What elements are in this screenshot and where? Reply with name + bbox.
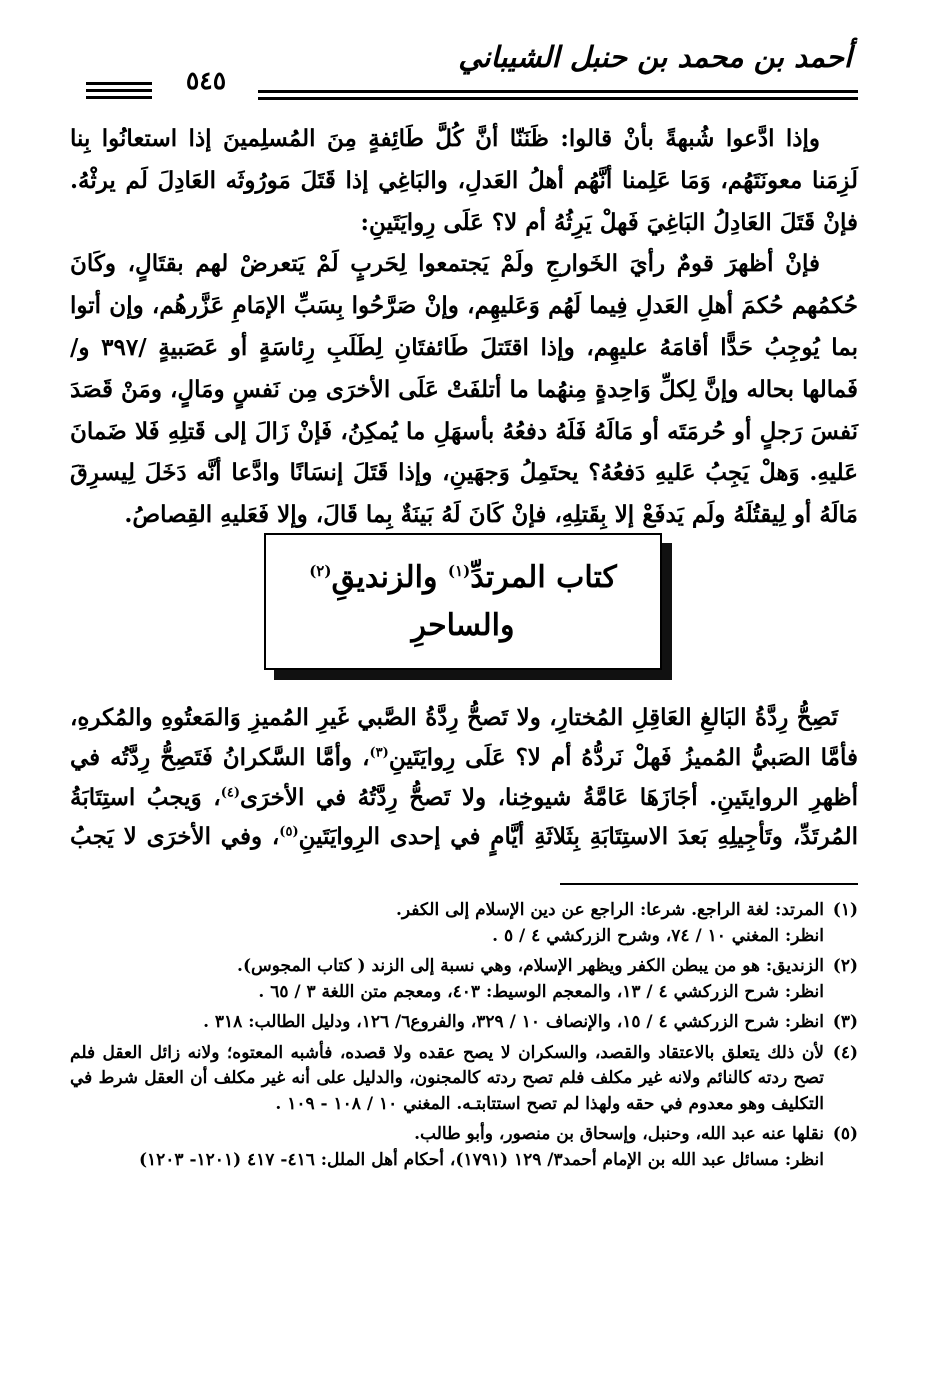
footnote-number: (٥) bbox=[832, 1124, 858, 1144]
header-rule-right-bottom bbox=[258, 97, 858, 100]
footnote-number: (٢) bbox=[832, 956, 858, 976]
footnote-body bbox=[70, 954, 824, 1005]
footnote-ref: (٤) bbox=[220, 784, 240, 800]
chapter-title-line-2: والساحرِ bbox=[411, 607, 515, 643]
main-text bbox=[70, 118, 858, 536]
chapter-title-part: والزنديقِ bbox=[331, 559, 438, 595]
footnote-line: انظر: شرح الزركشي ٤ / ١٥، والإنصاف ١٠ / ٣٢٩، والفروع٦/ ١٢٦، ودليل الطالب: ٣١٨ . bbox=[203, 1012, 824, 1032]
footnote-number: (٣) bbox=[832, 1012, 858, 1032]
footnote-item bbox=[70, 898, 858, 949]
text-run: ، وَيجبُ استِتَابَةُ المُرتَدِّ، وتَأجِيلِهِ بَعدَ الاستِتَابَةِ بِثَلاثَةِ أيَّامٍ في إحدى الرِوايَتَينِ bbox=[70, 783, 858, 851]
footnote-ref: (٣) bbox=[369, 745, 389, 761]
header-rule-left-2 bbox=[86, 89, 152, 92]
footnote-ref: (٢) bbox=[309, 561, 332, 580]
footnote-line: الزنديق: هو من يبطن الكفر ويظهر الإسلام، وهي نسبة إلى الزند ( كتاب المجوس). bbox=[237, 956, 824, 976]
paragraph bbox=[70, 698, 858, 857]
chapter-title-part: كتاب المرتدِّ bbox=[470, 559, 617, 595]
footnote-line: نقلها عنه عبد الله، وحنبل، وإسحاق بن منصور، وأبو طالب. bbox=[414, 1124, 824, 1144]
footnote-line: انظر: شرح الزركشي ٤ / ١٣، والمعجم الوسيط: ٤٠٣، ومعجم متن اللغة ٣ / ٦٥ . bbox=[258, 981, 824, 1002]
footnote-body bbox=[70, 898, 824, 949]
footnotes bbox=[70, 898, 858, 1178]
page-number: ٥٤٥ bbox=[185, 66, 227, 95]
text-run: ، وأمَّا السَّكرانُ فَتَصِحُّ رِدَّتُه في أظهرِ الروايتَينِ. أجَازَهَا عَامَّةُ شيوخِنا، ولا تَصحُّ رِدَّتُهُ في الأخرَى bbox=[70, 743, 858, 811]
text-run: تَصِحُّ رِدَّةُ البَالغِ العَاقِلِ المُختارِ، ولا تَصحُّ رِدَّةُ الصَّبي غَيرِ المُميزِ وَالمَعتُوهِ والمُكرهِ، فأمَّا الصَبيُّ المُميزُ فَهلْ نَردُّهُ أم لا؟ عَلَى رِوايَتَينِ bbox=[70, 704, 858, 771]
footnote-line: المرتد: لغة الراجع. شرعا: الراجع عن دين الإسلام إلى الكفر. bbox=[396, 900, 824, 920]
footnote-body bbox=[70, 1010, 824, 1036]
text-run: ، وفي الأخرَى لا يَجبُ bbox=[70, 823, 280, 851]
chapter-title-line-1 bbox=[309, 554, 617, 602]
footnote-separator bbox=[560, 883, 858, 885]
footnote-ref: (١) bbox=[447, 561, 471, 580]
footnote-item bbox=[70, 1122, 858, 1173]
footnote-item bbox=[70, 954, 858, 1005]
footnote-body bbox=[70, 1122, 824, 1173]
footnote-line: انظر: المغني ١٠ / ٧٤، وشرح الزركشي ٤ / ٥ . bbox=[492, 925, 824, 946]
footnote-number: (١) bbox=[832, 900, 858, 920]
header-rule-left-3 bbox=[86, 96, 152, 99]
header-rule-left-1 bbox=[86, 82, 152, 85]
footnote-line: لأن ذلك يتعلق بالاعتقاد والقصد، والسكران لا يصح عقده ولا قصده، فأشبه المعتوه؛ ولانه زائل العقل فلم تصح ردته كالنائم ولانه غير مكلف فلم تصح ردته كالمجنون، والدليل على أنه غير مكلف أن العقل شرط في التكليف وهو معدوم في حقه ولهذا لم تصح استتابتـه. المغني ١٠ / ١٠٨ - ١٠٩ . bbox=[70, 1042, 824, 1114]
footnote-ref: (٥) bbox=[279, 824, 299, 840]
chapter-text bbox=[70, 698, 858, 857]
paragraph: وإذا ادَّعوا شُبهةً بأنْ قالوا: ظَنَنّا أنَّ كُلَّ طَائِفةٍ مِنَ المُسلِمينَ إذا استعانُوا بِنا لَزِمَنا معونَتَهُم، وَمَا عَلِمنا أنَّهُم أهلُ العَدلِ، والبَاغِي إذا قَتَلَ مَورُوثَه العَادِلَ لَم يرثْهُ. فإنْ قَتَلَ العَادِلُ البَاغِيَ فَهلْ يَرِثُهُ أم لا؟ عَلَى رِوايَتَينِ: bbox=[70, 125, 858, 236]
running-header-title: أحمد بن محمد بن حنبل الشيباني bbox=[458, 40, 852, 74]
chapter-title-box bbox=[264, 533, 662, 670]
paragraph: فإنْ أظهرَ قومٌ رأيَ الخَوارجِ ولَمْ يَجتمعوا لِحَربٍ لَمْ يَتعرضْ لهم بقتَالٍ، وكَانَ حُكمُهم حُكمَ أهلِ العَدلِ فِيما لَهُم وَعَليهِم، وإنْ صَرَّحُوا بِسَبِّ الإمَامِ عَزَّرهُم، وإن أتوا بما يُوجِبُ حَدًّا أقامَهُ عليهِم، وإذا اقتَتلَ طَائفتَانِ لِطَلَبِ رِئاسَةٍ أو عَصَبيةٍ /٣٩٧ و/ فَمالها بحاله وإنَّ لِكلِّ وَاحِدةٍ مِنهُما ما أتلفَتْ عَلَى الأخرَى مِن نَفسٍ ومَالٍ، ومَنْ قَصَدَ نَفسَ رَجلٍ أو حُرمَتَه أو مَالَهُ فَلَهُ دفعُهُ بأسهَلِ ما يُمكِنُ، فَإنْ زَالَ إلى قَتلِهِ فَلا ضَمانَ عَليهِ. وَهلْ يَجِبُ عَليهِ دَفعُهُ؟ يحتَمِلُ وَجهَينِ، وإذا قَتَلَ إنسَانًا وادَّعا أنَّه دَخَلَ لِيسرِقَ مَالَهُ أو لِيقتُلَهُ ولَم يَدفَعْ إلا بِقَتلِهِ، فإنْ كَانَ لَهُ بَينَةٌ بِما قَالَ، وإلا فَعَليهِ القِصاصُ. bbox=[70, 250, 859, 529]
footnote-number: (٤) bbox=[832, 1042, 858, 1063]
header-rule-right-top bbox=[258, 90, 858, 93]
footnote-item bbox=[70, 1041, 858, 1118]
footnote-line: انظر: مسائل عبد الله بن الإمام أحمد٣/ ١٢٩ (١٧٩١)، أحكام أهل الملل: ٤١٦- ٤١٧ (١٢٠١- ١٢٠٣) bbox=[138, 1149, 824, 1170]
footnote-item bbox=[70, 1010, 858, 1036]
footnote-body bbox=[70, 1041, 824, 1118]
